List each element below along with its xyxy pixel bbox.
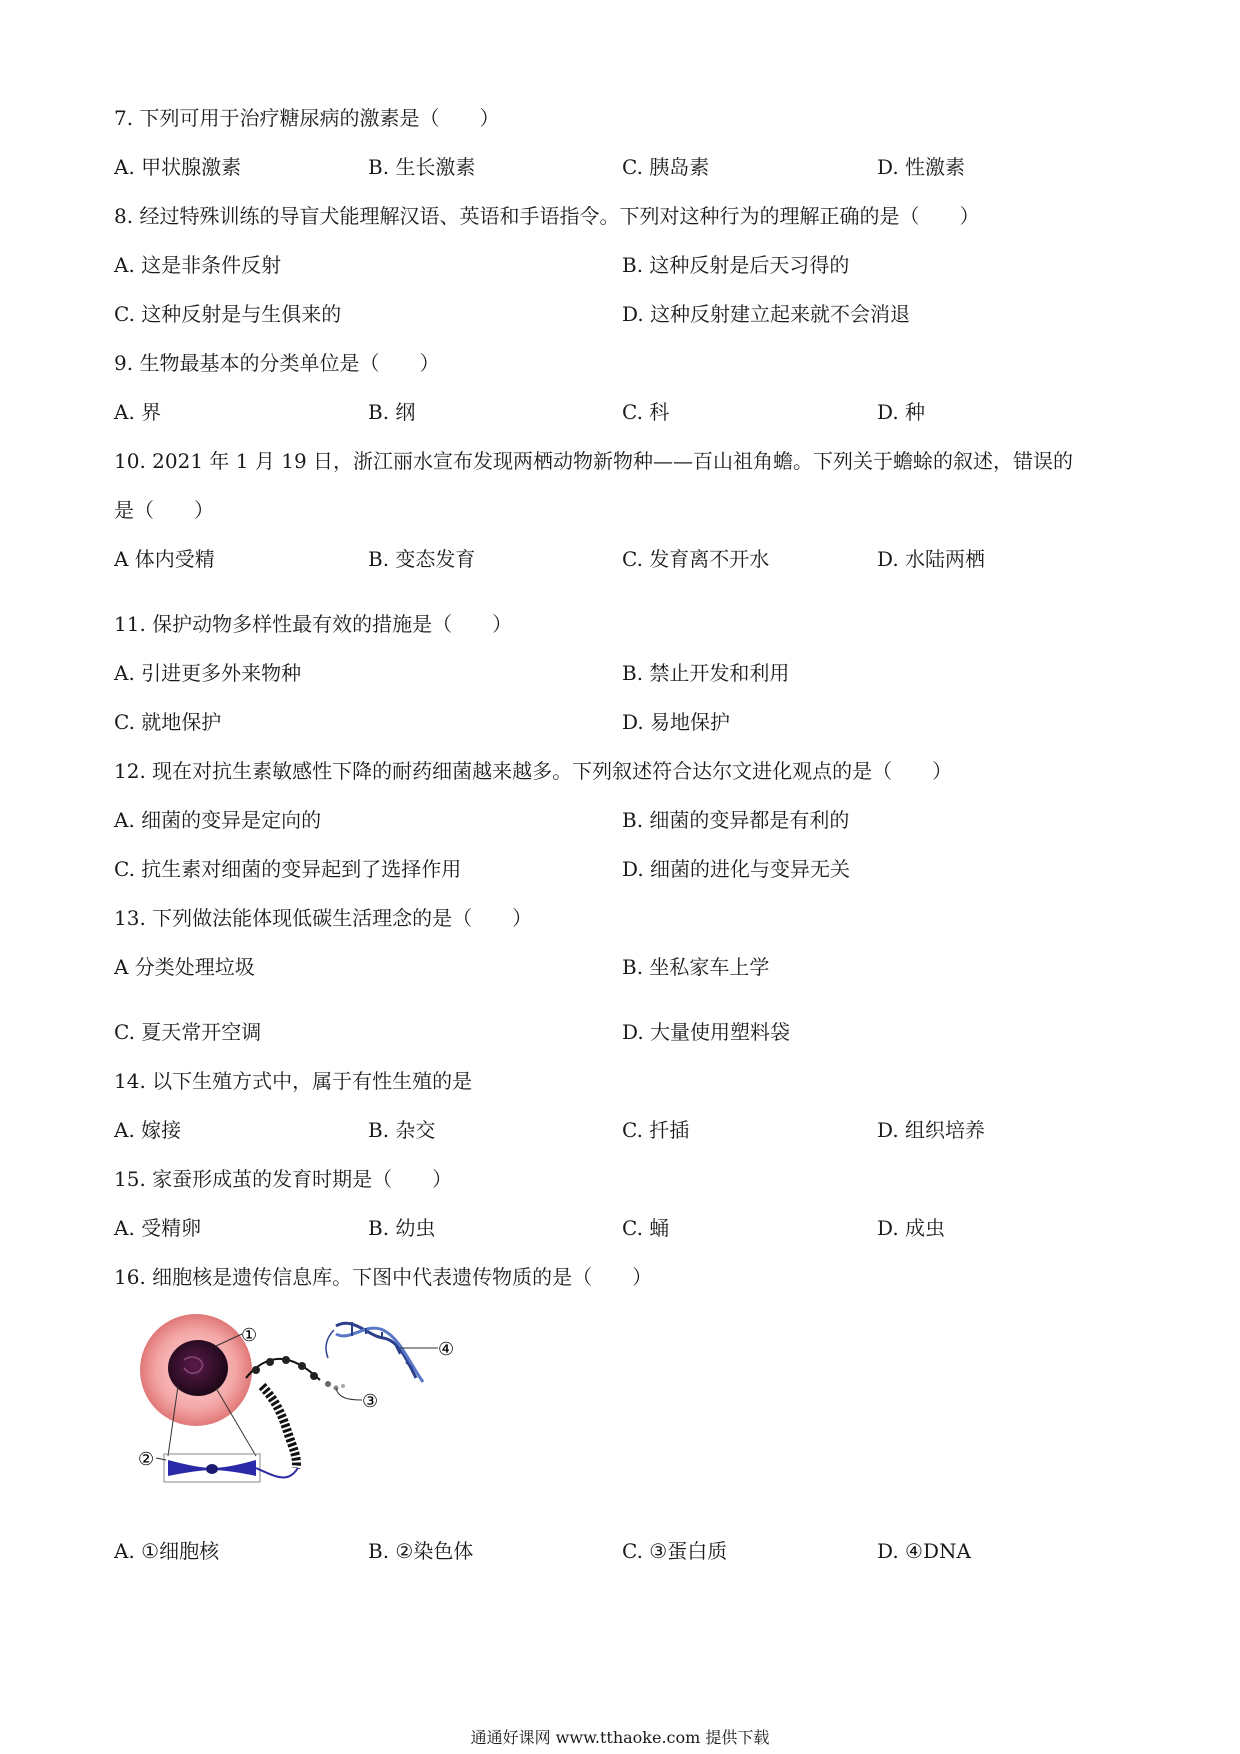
q16-option-c: C. ③蛋白质	[622, 1539, 728, 1563]
q8-option-d: D. 这种反射建立起来就不会消退	[622, 302, 911, 326]
q7-stem: 7. 下列可用于治疗糖尿病的激素是（ ）	[114, 106, 500, 130]
dna-helix	[326, 1322, 423, 1382]
q9-stem: 9. 生物最基本的分类单位是（ ）	[114, 351, 440, 375]
q7-option-a: A. 甲状腺激素	[114, 155, 242, 179]
q16-option-d: D. ④DNA	[877, 1539, 971, 1563]
q15-option-c: C. 蛹	[622, 1216, 670, 1240]
q8-option-a: A. 这是非条件反射	[114, 253, 282, 277]
q11-option-d: D. 易地保护	[622, 710, 731, 734]
q10-stem-line2: 是（ ）	[114, 498, 214, 522]
q10-stem-line1: 10. 2021 年 1 月 19 日，浙江丽水宣布发现两栖动物新物种——百山祖角蟾。下列关于蟾蜍的叙述，错误的	[114, 449, 1074, 473]
q11-option-c: C. 就地保护	[114, 710, 222, 734]
q8-option-c: C. 这种反射是与生俱来的	[114, 302, 342, 326]
q7-option-c: C. 胰岛素	[622, 155, 710, 179]
label-2: ②	[138, 1449, 155, 1470]
q13-option-d: D. 大量使用塑料袋	[622, 1020, 791, 1044]
q13-option-a: A 分类处理垃圾	[114, 955, 255, 979]
q13-option-b: B. 坐私家车上学	[622, 955, 770, 979]
q15-option-b: B. 幼虫	[368, 1216, 436, 1240]
q7-option-d: D. 性激素	[877, 155, 966, 179]
page-footer: 通通好课网 www.tthaoke.com 提供下载	[470, 1728, 770, 1747]
cell-nucleus	[168, 1340, 228, 1396]
q8-option-b: B. 这种反射是后天习得的	[622, 253, 850, 277]
label-1: ①	[241, 1325, 258, 1346]
q10-option-d: D. 水陆两栖	[877, 547, 986, 571]
q16-option-b: B. ②染色体	[368, 1539, 474, 1563]
q15-option-a: A. 受精卵	[114, 1216, 202, 1240]
q9-option-d: D. 种	[877, 400, 926, 424]
label-4: ④	[438, 1339, 455, 1360]
q14-option-b: B. 杂交	[368, 1118, 436, 1142]
q13-option-c: C. 夏天常开空调	[114, 1020, 262, 1044]
q13-stem: 13. 下列做法能体现低碳生活理念的是（ ）	[114, 906, 533, 930]
q11-option-a: A. 引进更多外来物种	[114, 661, 302, 685]
q12-option-b: B. 细菌的变异都是有利的	[622, 808, 850, 832]
q10-option-a: A 体内受精	[114, 547, 215, 571]
q15-option-d: D. 成虫	[877, 1216, 946, 1240]
label-3: ③	[362, 1391, 379, 1412]
q12-option-d: D. 细菌的进化与变异无关	[622, 857, 851, 881]
q11-stem: 11. 保护动物多样性最有效的措施是（ ）	[114, 612, 513, 636]
q15-stem: 15. 家蚕形成茧的发育时期是（ ）	[114, 1167, 453, 1191]
q14-option-d: D. 组织培养	[877, 1118, 986, 1142]
q11-option-b: B. 禁止开发和利用	[622, 661, 790, 685]
q12-option-a: A. 细菌的变异是定向的	[114, 808, 322, 832]
q9-option-a: A. 界	[114, 400, 162, 424]
q9-option-b: B. 纲	[368, 400, 416, 424]
q7-option-b: B. 生长激素	[368, 155, 476, 179]
q14-option-c: C. 扦插	[622, 1118, 690, 1142]
q14-stem: 14. 以下生殖方式中，属于有性生殖的是	[114, 1069, 473, 1093]
q10-option-c: C. 发育离不开水	[622, 547, 770, 571]
chromatin-coil	[262, 1386, 296, 1468]
q12-stem: 12. 现在对抗生素敏感性下降的耐药细菌越来越多。下列叙述符合达尔文进化观点的是（ ）	[114, 759, 953, 783]
q16-stem: 16. 细胞核是遗传信息库。下图中代表遗传物质的是（ ）	[114, 1265, 653, 1289]
q14-option-a: A. 嫁接	[114, 1118, 182, 1142]
cell-dna-diagram	[138, 1308, 510, 1500]
q9-option-c: C. 科	[622, 400, 670, 424]
q10-option-b: B. 变态发育	[368, 547, 476, 571]
q12-option-c: C. 抗生素对细菌的变异起到了选择作用	[114, 857, 462, 881]
q16-option-a: A. ①细胞核	[114, 1539, 220, 1563]
q8-stem: 8. 经过特殊训练的导盲犬能理解汉语、英语和手语指令。下列对这种行为的理解正确的是（ ）	[114, 204, 980, 228]
